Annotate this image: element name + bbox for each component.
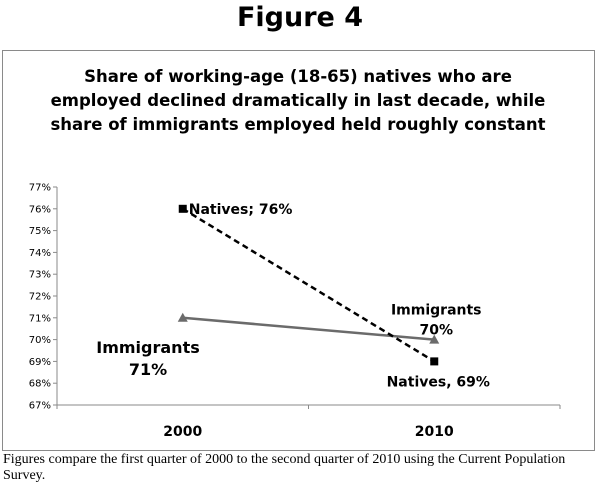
figure-caption: Figures compare the first quarter of 2000 to the second quarter of 2010 using the Current Population Survey. bbox=[3, 452, 566, 483]
x-tick-label: 2010 bbox=[414, 424, 454, 440]
data-label-immigrants-2000-value: 71% bbox=[128, 359, 168, 379]
series-line-natives bbox=[183, 209, 435, 362]
y-tick-label: 74% bbox=[28, 247, 51, 259]
y-tick-label: 70% bbox=[28, 335, 51, 347]
y-tick-label: 68% bbox=[28, 378, 51, 390]
data-label-immigrants-2010: Immigrants bbox=[390, 302, 482, 319]
y-tick-label: 77% bbox=[28, 182, 51, 194]
y-tick-label: 67% bbox=[28, 400, 51, 412]
chart-title-line: employed declined dramatically in last decade, while bbox=[50, 91, 546, 110]
y-tick-label: 69% bbox=[28, 356, 51, 368]
chart-title-line: share of immigrants employed held roughly constant bbox=[50, 115, 546, 134]
series-line-immigrants bbox=[183, 318, 435, 340]
data-point-natives bbox=[179, 205, 187, 213]
y-tick-label: 76% bbox=[28, 204, 51, 216]
data-label-immigrants-2010-value: 70% bbox=[419, 322, 454, 339]
line-chart bbox=[3, 51, 594, 450]
data-label-immigrants-2000: Immigrants bbox=[96, 337, 200, 357]
y-tick-label: 73% bbox=[28, 269, 51, 281]
chart-frame bbox=[2, 50, 595, 451]
y-tick-label: 72% bbox=[28, 291, 51, 303]
chart-title-line: Share of working-age (18-65) natives who are bbox=[84, 67, 512, 86]
data-point-natives bbox=[430, 357, 438, 365]
x-tick-label: 2000 bbox=[163, 424, 203, 440]
data-label-natives-2000: Natives; 76% bbox=[188, 201, 293, 218]
figure-heading: Figure 4 bbox=[236, 2, 364, 33]
data-label-natives-2010: Natives, 69% bbox=[386, 374, 490, 391]
y-tick-label: 71% bbox=[28, 313, 51, 325]
y-tick-label: 75% bbox=[28, 226, 51, 238]
